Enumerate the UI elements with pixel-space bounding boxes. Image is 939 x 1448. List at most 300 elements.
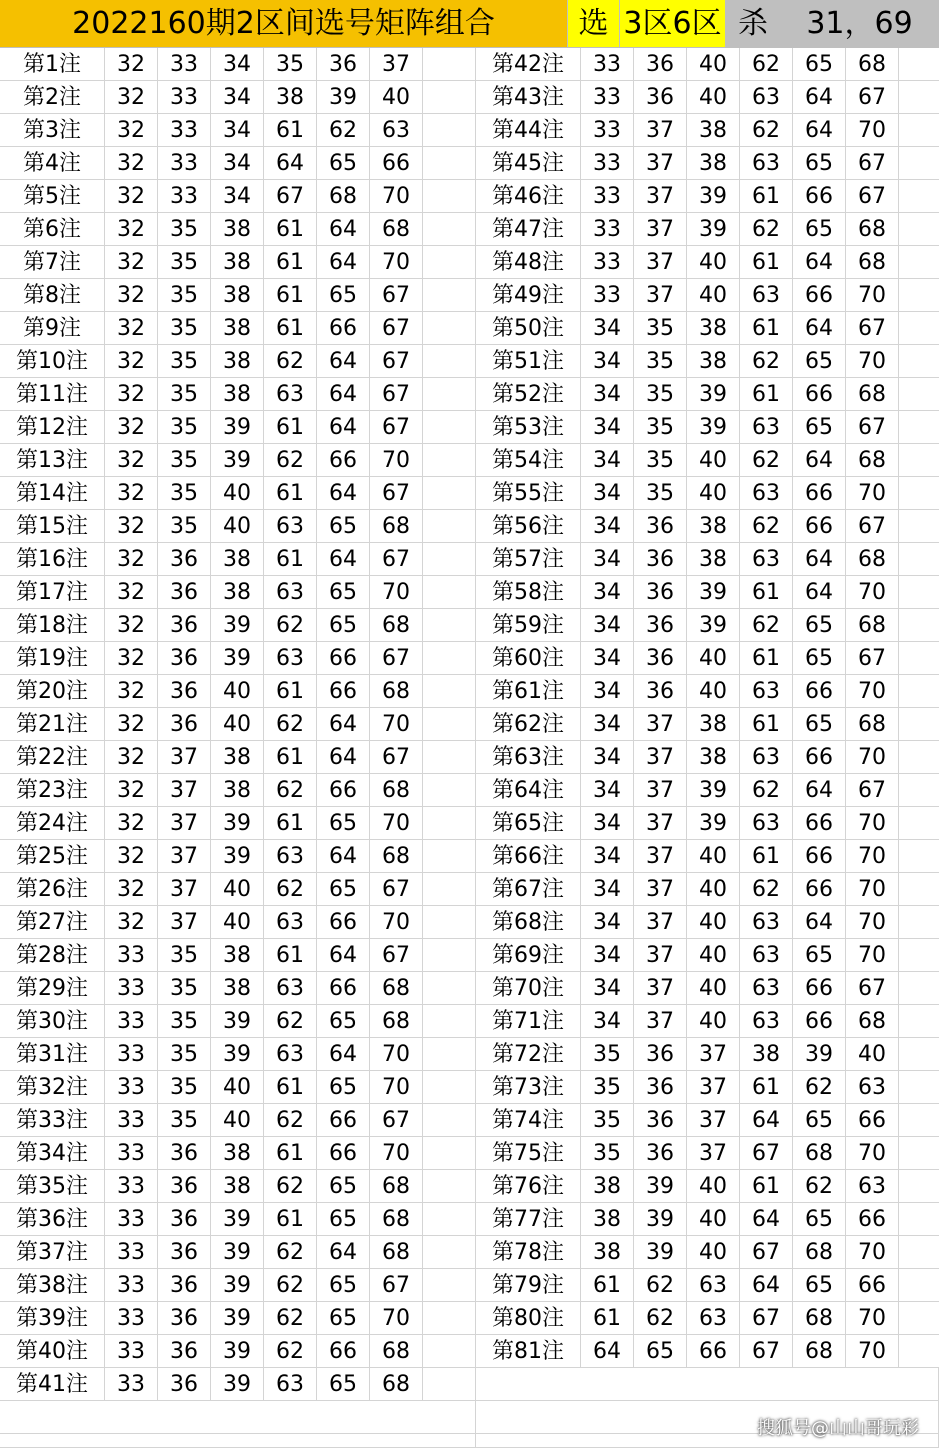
number-cell: 33 [105, 1368, 158, 1401]
number-cell: 36 [158, 543, 211, 576]
number-cell: 37 [687, 1137, 740, 1170]
empty-cell [899, 1137, 939, 1170]
row-label: 第54注 [476, 444, 581, 477]
number-cell: 35 [158, 246, 211, 279]
number-cell: 61 [740, 378, 793, 411]
number-cell: 68 [846, 609, 899, 642]
empty-cell [423, 1005, 476, 1038]
empty-cell [899, 1038, 939, 1071]
number-cell: 62 [740, 609, 793, 642]
number-cell: 68 [846, 378, 899, 411]
number-cell: 65 [317, 1302, 370, 1335]
number-cell: 36 [634, 48, 687, 81]
number-cell: 34 [211, 180, 264, 213]
number-cell: 34 [581, 609, 634, 642]
empty-cell [899, 1302, 939, 1335]
row-label: 第20注 [0, 675, 105, 708]
number-cell: 70 [846, 1302, 899, 1335]
row-label: 第76注 [476, 1170, 581, 1203]
row-label: 第6注 [0, 213, 105, 246]
number-cell: 37 [370, 48, 423, 81]
kill-numbers: 31，69 [781, 0, 939, 48]
number-cell: 37 [634, 180, 687, 213]
row-label: 第17注 [0, 576, 105, 609]
number-cell: 40 [687, 972, 740, 1005]
number-cell: 38 [211, 345, 264, 378]
number-cell: 33 [105, 1269, 158, 1302]
number-cell: 67 [846, 81, 899, 114]
number-cell: 40 [687, 906, 740, 939]
number-cell: 63 [264, 576, 317, 609]
row-label: 第45注 [476, 147, 581, 180]
number-cell: 62 [317, 114, 370, 147]
number-cell: 39 [211, 1302, 264, 1335]
row-label: 第29注 [0, 972, 105, 1005]
number-cell: 62 [264, 708, 317, 741]
number-cell: 37 [158, 807, 211, 840]
row-label: 第64注 [476, 774, 581, 807]
empty-row [0, 1434, 476, 1448]
number-cell: 63 [740, 972, 793, 1005]
number-cell: 38 [211, 279, 264, 312]
number-cell: 63 [740, 411, 793, 444]
row-label: 第31注 [0, 1038, 105, 1071]
number-cell: 64 [740, 1269, 793, 1302]
zone-label: 3区6区 [620, 0, 726, 48]
empty-cell [423, 279, 476, 312]
number-cell: 38 [211, 1137, 264, 1170]
number-cell: 35 [158, 279, 211, 312]
number-cell: 61 [264, 1071, 317, 1104]
empty-cell [423, 1269, 476, 1302]
number-cell: 38 [211, 312, 264, 345]
number-cell: 35 [158, 378, 211, 411]
number-cell: 33 [105, 1302, 158, 1335]
number-cell: 67 [370, 279, 423, 312]
number-cell: 64 [793, 906, 846, 939]
row-label: 第55注 [476, 477, 581, 510]
number-cell: 70 [846, 114, 899, 147]
number-cell: 70 [846, 675, 899, 708]
number-cell: 61 [740, 246, 793, 279]
number-cell: 61 [264, 1137, 317, 1170]
number-cell: 40 [846, 1038, 899, 1071]
number-cell: 33 [581, 81, 634, 114]
number-cell: 33 [581, 246, 634, 279]
empty-cell [899, 1335, 939, 1368]
number-cell: 64 [264, 147, 317, 180]
empty-cell [899, 774, 939, 807]
empty-cell [899, 1170, 939, 1203]
number-cell: 67 [370, 312, 423, 345]
number-cell: 65 [793, 345, 846, 378]
number-cell: 34 [581, 1005, 634, 1038]
number-cell: 65 [317, 609, 370, 642]
number-cell: 36 [158, 642, 211, 675]
number-cell: 65 [317, 1269, 370, 1302]
number-cell: 65 [793, 708, 846, 741]
number-cell: 35 [634, 444, 687, 477]
number-cell: 66 [687, 1335, 740, 1368]
number-cell: 33 [581, 48, 634, 81]
row-label: 第62注 [476, 708, 581, 741]
empty-cell [899, 1236, 939, 1269]
row-label: 第18注 [0, 609, 105, 642]
number-cell: 66 [317, 1137, 370, 1170]
number-cell: 34 [581, 312, 634, 345]
number-cell: 61 [264, 477, 317, 510]
row-label: 第58注 [476, 576, 581, 609]
row-label: 第56注 [476, 510, 581, 543]
row-label: 第72注 [476, 1038, 581, 1071]
number-cell: 39 [634, 1236, 687, 1269]
number-cell: 33 [105, 1104, 158, 1137]
number-cell: 63 [846, 1170, 899, 1203]
number-cell: 63 [264, 510, 317, 543]
row-label: 第63注 [476, 741, 581, 774]
number-cell: 33 [105, 1071, 158, 1104]
row-label: 第66注 [476, 840, 581, 873]
number-cell: 63 [740, 1005, 793, 1038]
number-cell: 32 [105, 807, 158, 840]
row-label: 第3注 [0, 114, 105, 147]
select-label: 选 [568, 0, 620, 48]
row-label: 第79注 [476, 1269, 581, 1302]
number-cell: 36 [158, 1203, 211, 1236]
combination-grid [0, 48, 939, 1448]
number-cell: 62 [793, 1071, 846, 1104]
number-cell: 65 [317, 1005, 370, 1038]
number-cell: 68 [846, 48, 899, 81]
number-cell: 37 [634, 774, 687, 807]
number-cell: 70 [846, 1236, 899, 1269]
number-cell: 36 [634, 675, 687, 708]
row-label: 第39注 [0, 1302, 105, 1335]
number-cell: 66 [317, 444, 370, 477]
number-cell: 65 [793, 939, 846, 972]
number-cell: 37 [634, 1005, 687, 1038]
number-cell: 32 [105, 411, 158, 444]
empty-cell [423, 741, 476, 774]
empty-cell [423, 675, 476, 708]
number-cell: 68 [370, 1368, 423, 1401]
row-label: 第5注 [0, 180, 105, 213]
empty-cell [899, 708, 939, 741]
number-cell: 64 [793, 246, 846, 279]
empty-cell [423, 477, 476, 510]
row-label: 第65注 [476, 807, 581, 840]
empty-cell [423, 345, 476, 378]
number-cell: 37 [634, 906, 687, 939]
number-cell: 35 [158, 1071, 211, 1104]
number-cell: 40 [687, 873, 740, 906]
number-cell: 32 [105, 81, 158, 114]
empty-cell [423, 642, 476, 675]
number-cell: 33 [581, 213, 634, 246]
number-cell: 68 [793, 1236, 846, 1269]
number-cell: 36 [158, 1269, 211, 1302]
number-cell: 62 [740, 774, 793, 807]
number-cell: 61 [264, 939, 317, 972]
number-cell: 62 [264, 1335, 317, 1368]
number-cell: 32 [105, 774, 158, 807]
number-cell: 63 [687, 1302, 740, 1335]
number-cell: 40 [370, 81, 423, 114]
empty-cell [899, 1269, 939, 1302]
row-label: 第69注 [476, 939, 581, 972]
number-cell: 40 [687, 279, 740, 312]
number-cell: 66 [793, 180, 846, 213]
number-cell: 39 [211, 1203, 264, 1236]
number-cell: 37 [158, 873, 211, 906]
number-cell: 61 [740, 1170, 793, 1203]
number-cell: 34 [581, 972, 634, 1005]
number-cell: 65 [793, 1104, 846, 1137]
number-cell: 61 [740, 1071, 793, 1104]
row-label: 第12注 [0, 411, 105, 444]
number-cell: 65 [317, 1071, 370, 1104]
number-cell: 35 [158, 1038, 211, 1071]
number-cell: 37 [634, 939, 687, 972]
number-cell: 62 [264, 609, 317, 642]
number-cell: 36 [158, 675, 211, 708]
number-cell: 64 [740, 1104, 793, 1137]
number-cell: 33 [105, 1335, 158, 1368]
number-cell: 38 [581, 1236, 634, 1269]
number-cell: 63 [264, 906, 317, 939]
number-cell: 64 [317, 378, 370, 411]
empty-cell [423, 972, 476, 1005]
number-cell: 39 [211, 1236, 264, 1269]
number-cell: 34 [581, 708, 634, 741]
number-cell: 35 [634, 345, 687, 378]
number-cell: 70 [846, 741, 899, 774]
row-label: 第44注 [476, 114, 581, 147]
number-cell: 63 [264, 972, 317, 1005]
number-cell: 66 [793, 378, 846, 411]
row-label: 第13注 [0, 444, 105, 477]
number-cell: 36 [158, 1335, 211, 1368]
number-cell: 36 [634, 1071, 687, 1104]
number-cell: 36 [634, 81, 687, 114]
number-cell: 35 [634, 411, 687, 444]
number-cell: 39 [687, 576, 740, 609]
number-cell: 70 [370, 444, 423, 477]
number-cell: 34 [581, 675, 634, 708]
number-cell: 65 [793, 642, 846, 675]
number-cell: 34 [581, 873, 634, 906]
number-cell: 68 [793, 1137, 846, 1170]
empty-cell [423, 180, 476, 213]
number-cell: 70 [370, 180, 423, 213]
number-cell: 32 [105, 114, 158, 147]
number-cell: 62 [740, 345, 793, 378]
number-cell: 68 [370, 840, 423, 873]
number-cell: 40 [687, 1005, 740, 1038]
empty-cell [423, 147, 476, 180]
number-cell: 66 [846, 1269, 899, 1302]
empty-cell [899, 675, 939, 708]
number-cell: 64 [793, 312, 846, 345]
empty-cell [899, 939, 939, 972]
row-label: 第70注 [476, 972, 581, 1005]
row-label: 第49注 [476, 279, 581, 312]
number-cell: 70 [370, 1302, 423, 1335]
number-cell: 70 [846, 906, 899, 939]
row-label: 第34注 [0, 1137, 105, 1170]
empty-cell [423, 1071, 476, 1104]
number-cell: 37 [687, 1038, 740, 1071]
number-cell: 68 [793, 1335, 846, 1368]
number-cell: 70 [370, 708, 423, 741]
number-cell: 38 [211, 939, 264, 972]
number-cell: 65 [793, 1203, 846, 1236]
number-cell: 34 [581, 807, 634, 840]
number-cell: 67 [740, 1335, 793, 1368]
empty-cell [423, 609, 476, 642]
empty-cell [423, 939, 476, 972]
number-cell: 38 [581, 1170, 634, 1203]
number-cell: 66 [793, 807, 846, 840]
number-cell: 36 [158, 1170, 211, 1203]
number-cell: 63 [740, 807, 793, 840]
number-cell: 62 [740, 510, 793, 543]
number-cell: 33 [105, 1005, 158, 1038]
number-cell: 68 [846, 1005, 899, 1038]
number-cell: 61 [264, 279, 317, 312]
number-cell: 62 [740, 114, 793, 147]
empty-cell [899, 81, 939, 114]
number-cell: 68 [846, 543, 899, 576]
number-cell: 35 [264, 48, 317, 81]
empty-cell [899, 114, 939, 147]
empty-cell [899, 48, 939, 81]
row-label: 第41注 [0, 1368, 105, 1401]
row-label: 第28注 [0, 939, 105, 972]
number-cell: 70 [846, 1335, 899, 1368]
number-cell: 67 [370, 873, 423, 906]
number-cell: 64 [793, 444, 846, 477]
number-cell: 37 [158, 840, 211, 873]
empty-cell [899, 1203, 939, 1236]
number-cell: 68 [846, 213, 899, 246]
number-cell: 65 [317, 1170, 370, 1203]
number-cell: 65 [634, 1335, 687, 1368]
number-cell: 32 [105, 708, 158, 741]
empty-cell [423, 807, 476, 840]
number-cell: 66 [793, 873, 846, 906]
number-cell: 34 [211, 48, 264, 81]
number-cell: 34 [211, 147, 264, 180]
number-cell: 39 [634, 1203, 687, 1236]
number-cell: 68 [370, 774, 423, 807]
number-cell: 40 [687, 1203, 740, 1236]
number-cell: 65 [793, 609, 846, 642]
row-label: 第78注 [476, 1236, 581, 1269]
number-cell: 65 [317, 147, 370, 180]
number-cell: 38 [687, 741, 740, 774]
number-cell: 61 [740, 180, 793, 213]
empty-cell [423, 774, 476, 807]
number-cell: 39 [211, 642, 264, 675]
number-cell: 65 [317, 510, 370, 543]
empty-cell [423, 114, 476, 147]
number-cell: 38 [687, 147, 740, 180]
empty-cell [423, 906, 476, 939]
number-cell: 70 [846, 477, 899, 510]
number-cell: 35 [158, 411, 211, 444]
number-cell: 34 [581, 345, 634, 378]
number-cell: 40 [687, 675, 740, 708]
number-cell: 37 [158, 774, 211, 807]
number-cell: 63 [740, 939, 793, 972]
number-cell: 37 [634, 708, 687, 741]
number-cell: 35 [634, 378, 687, 411]
header-bar [0, 0, 939, 48]
number-cell: 65 [317, 576, 370, 609]
number-cell: 64 [793, 114, 846, 147]
number-cell: 68 [846, 246, 899, 279]
number-cell: 68 [846, 444, 899, 477]
number-cell: 67 [846, 510, 899, 543]
row-label: 第23注 [0, 774, 105, 807]
kill-label: 杀 [726, 0, 781, 48]
number-cell: 64 [317, 708, 370, 741]
number-cell: 63 [264, 378, 317, 411]
number-cell: 32 [105, 543, 158, 576]
number-cell: 65 [317, 279, 370, 312]
number-cell: 37 [634, 840, 687, 873]
number-cell: 70 [846, 807, 899, 840]
number-cell: 64 [740, 1203, 793, 1236]
number-cell: 62 [264, 774, 317, 807]
number-cell: 34 [581, 477, 634, 510]
number-cell: 33 [158, 81, 211, 114]
number-cell: 33 [158, 180, 211, 213]
number-cell: 66 [370, 147, 423, 180]
row-label: 第74注 [476, 1104, 581, 1137]
row-label: 第22注 [0, 741, 105, 774]
number-cell: 61 [740, 642, 793, 675]
number-cell: 32 [105, 444, 158, 477]
number-cell: 35 [581, 1071, 634, 1104]
number-cell: 39 [211, 444, 264, 477]
number-cell: 39 [687, 774, 740, 807]
number-cell: 39 [687, 213, 740, 246]
number-cell: 33 [158, 48, 211, 81]
number-cell: 63 [264, 1368, 317, 1401]
number-cell: 40 [211, 906, 264, 939]
number-cell: 65 [793, 147, 846, 180]
number-cell: 40 [687, 1170, 740, 1203]
number-cell: 34 [211, 81, 264, 114]
number-cell: 35 [158, 444, 211, 477]
number-cell: 61 [264, 312, 317, 345]
number-cell: 32 [105, 609, 158, 642]
number-cell: 70 [846, 279, 899, 312]
number-cell: 32 [105, 48, 158, 81]
number-cell: 38 [740, 1038, 793, 1071]
number-cell: 63 [740, 279, 793, 312]
number-cell: 36 [158, 1137, 211, 1170]
number-cell: 36 [634, 510, 687, 543]
number-cell: 39 [793, 1038, 846, 1071]
empty-cell [899, 147, 939, 180]
number-cell: 36 [158, 1302, 211, 1335]
number-cell: 66 [793, 840, 846, 873]
number-cell: 66 [846, 1203, 899, 1236]
number-cell: 35 [158, 477, 211, 510]
